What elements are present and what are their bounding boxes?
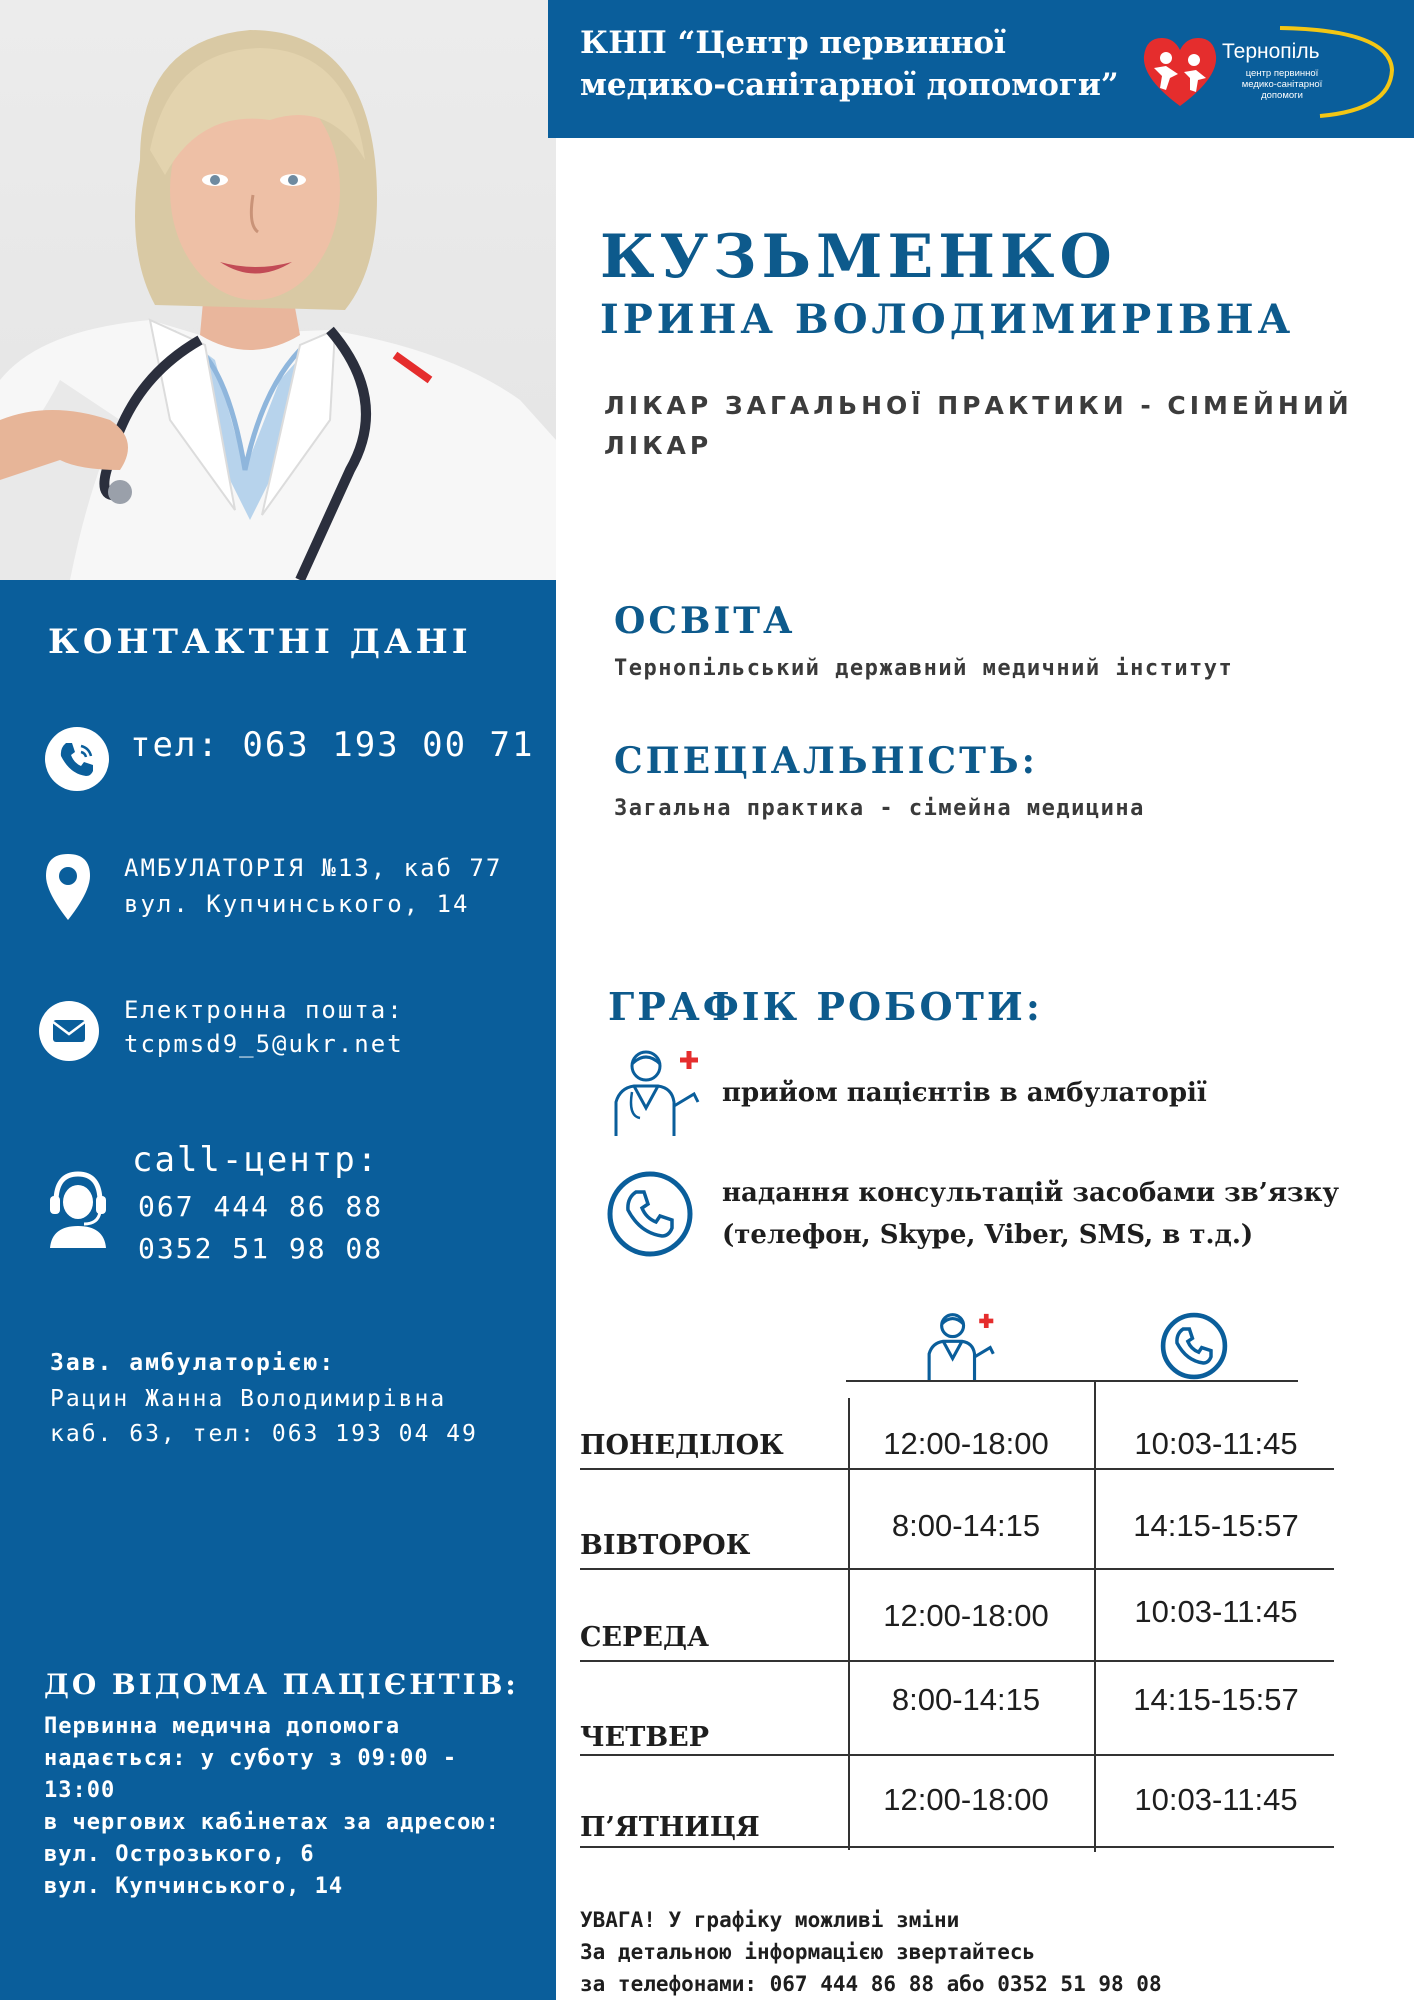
contact-email-label: Електронна пошта:: [124, 996, 404, 1024]
schedule-monday-remote: 10:03-11:45: [1134, 1426, 1298, 1461]
schedule-wednesday-remote: 10:03-11:45: [1134, 1594, 1298, 1629]
callcenter-phone1[interactable]: 067 444 86 88: [138, 1190, 384, 1223]
schedule-monday-clinic: 12:00-18:00: [883, 1426, 1049, 1461]
table-row-line-2: [580, 1568, 1334, 1570]
contact-email[interactable]: tcpmsd9_5@ukr.net: [124, 1030, 404, 1058]
table-vline-2: [1094, 1382, 1096, 1852]
head-name: Рацин Жанна Володимирівна: [50, 1386, 447, 1412]
headset-operator-icon: [46, 1168, 110, 1248]
schedule-day-monday: ПОНЕДІЛОК: [580, 1430, 784, 1461]
contacts-title: КОНТАКТНІ ДАНІ: [48, 622, 472, 662]
patients-notice-title: ДО ВІДОМА ПАЦІЄНТІВ:: [44, 1668, 519, 1701]
doctor-position-line2: ЛІКАР: [604, 431, 713, 460]
schedule-friday-clinic: 12:00-18:00: [883, 1782, 1049, 1817]
patients-notice-line6: вул. Купчинського, 14: [44, 1874, 344, 1899]
org-title-line1: КНП “Центр первинної: [580, 25, 1006, 61]
head-contact: каб. 63, тел: 063 193 04 49: [50, 1421, 478, 1447]
left-panel: [0, 0, 556, 2000]
doctor-surname: КУЗЬМЕНКО: [600, 222, 1117, 292]
map-pin-icon: [44, 852, 92, 922]
schedule-thursday-remote: 14:15-15:57: [1133, 1682, 1299, 1717]
contact-phone[interactable]: тел: 063 193 00 71: [130, 725, 535, 765]
table-row-line-3: [580, 1660, 1334, 1662]
logo-subtitle: [1232, 68, 1332, 101]
callcenter-label: call-центр:: [132, 1140, 380, 1180]
patients-notice-line2: надається: у суботу з 09:00 -: [44, 1746, 458, 1771]
schedule-day-thursday: ЧЕТВЕР: [580, 1722, 710, 1753]
table-vline-1: [848, 1398, 850, 1850]
patients-notice-line1: Первинна медична допомога: [44, 1714, 401, 1739]
table-doctor-icon: [924, 1310, 1000, 1382]
service-remote-line2: (телефон, Skype, Viber, SMS, в т.д.): [722, 1220, 1254, 1250]
education-title: ОСВІТА: [614, 600, 796, 642]
org-title-line2: медико-санітарної допомоги”: [580, 67, 1119, 103]
table-row-line-4: [580, 1754, 1334, 1756]
notice-line1: УВАГА! У графіку можливі зміни: [580, 1908, 960, 1932]
schedule-title: ГРАФІК РОБОТИ:: [608, 984, 1043, 1029]
schedule-friday-remote: 10:03-11:45: [1134, 1782, 1298, 1817]
schedule-day-wednesday: СЕРЕДА: [580, 1622, 709, 1653]
logo-sub-line3: допомоги: [1261, 90, 1303, 101]
schedule-day-tuesday: ВІВТОРОК: [580, 1530, 751, 1561]
envelope-icon: [38, 1000, 100, 1062]
schedule-day-friday: П’ЯТНИЦЯ: [580, 1812, 760, 1843]
heart-people-icon: [1140, 34, 1220, 110]
logo-city: Тернопіль: [1222, 40, 1320, 63]
org-logo: [1140, 24, 1400, 124]
patients-notice-line3: 13:00: [44, 1778, 116, 1803]
specialty-title: СПЕЦІАЛЬНІСТЬ:: [614, 740, 1038, 782]
notice-line2: За детальною інформацією звертайтесь: [580, 1940, 1036, 1964]
phone-circle-icon: [44, 726, 110, 792]
head-label: Зав. амбулаторією:: [50, 1350, 336, 1376]
table-header-line: [846, 1380, 1298, 1382]
logo-sub-line1: центр первинної: [1245, 68, 1319, 79]
specialty-value: Загальна практика - сімейна медицина: [614, 796, 1145, 821]
doctor-icon: [610, 1046, 706, 1138]
table-row-line-1: [580, 1468, 1334, 1470]
schedule-notice: [580, 1904, 1162, 2000]
contact-address-line2: вул. Купчинського, 14: [124, 890, 470, 918]
schedule-thursday-clinic: 8:00-14:15: [891, 1682, 1041, 1717]
schedule-tuesday-clinic: 8:00-14:15: [891, 1508, 1041, 1543]
schedule-tuesday-remote: 14:15-15:57: [1133, 1508, 1299, 1543]
service-remote-line1: надання консультацій засобами зв’язку: [722, 1178, 1340, 1208]
phone-outline-icon: [606, 1170, 694, 1258]
doctor-position: [604, 386, 1364, 466]
patients-notice-line4: в чергових кабінетах за адресою:: [44, 1810, 500, 1835]
schedule-wednesday-clinic: 12:00-18:00: [883, 1598, 1049, 1633]
patients-notice-line5: вул. Острозького, 6: [44, 1842, 315, 1867]
header-banner: [548, 0, 1414, 138]
contact-address-line1: АМБУЛАТОРІЯ №13, каб 77: [124, 854, 503, 882]
table-phone-icon: [1160, 1312, 1228, 1380]
service-clinic: прийом пацієнтів в амбулаторії: [722, 1078, 1207, 1108]
logo-sub-line2: медико-санітарної: [1241, 79, 1323, 90]
org-title: [580, 22, 1140, 106]
table-row-line-5: [580, 1846, 1334, 1848]
doctor-photo: [0, 0, 556, 580]
doctor-given-names: ІРИНА ВОЛОДИМИРІВНА: [600, 296, 1295, 343]
notice-line3: за телефонами: 067 444 86 88 або 0352 51 98 08: [580, 1972, 1162, 1996]
education-value: Тернопільський державний медичний інститут: [614, 656, 1234, 681]
callcenter-phone2[interactable]: 0352 51 98 08: [138, 1232, 384, 1265]
doctor-position-line1: ЛІКАР ЗАГАЛЬНОЇ ПРАКТИКИ - СІМЕЙНИЙ: [604, 391, 1353, 420]
